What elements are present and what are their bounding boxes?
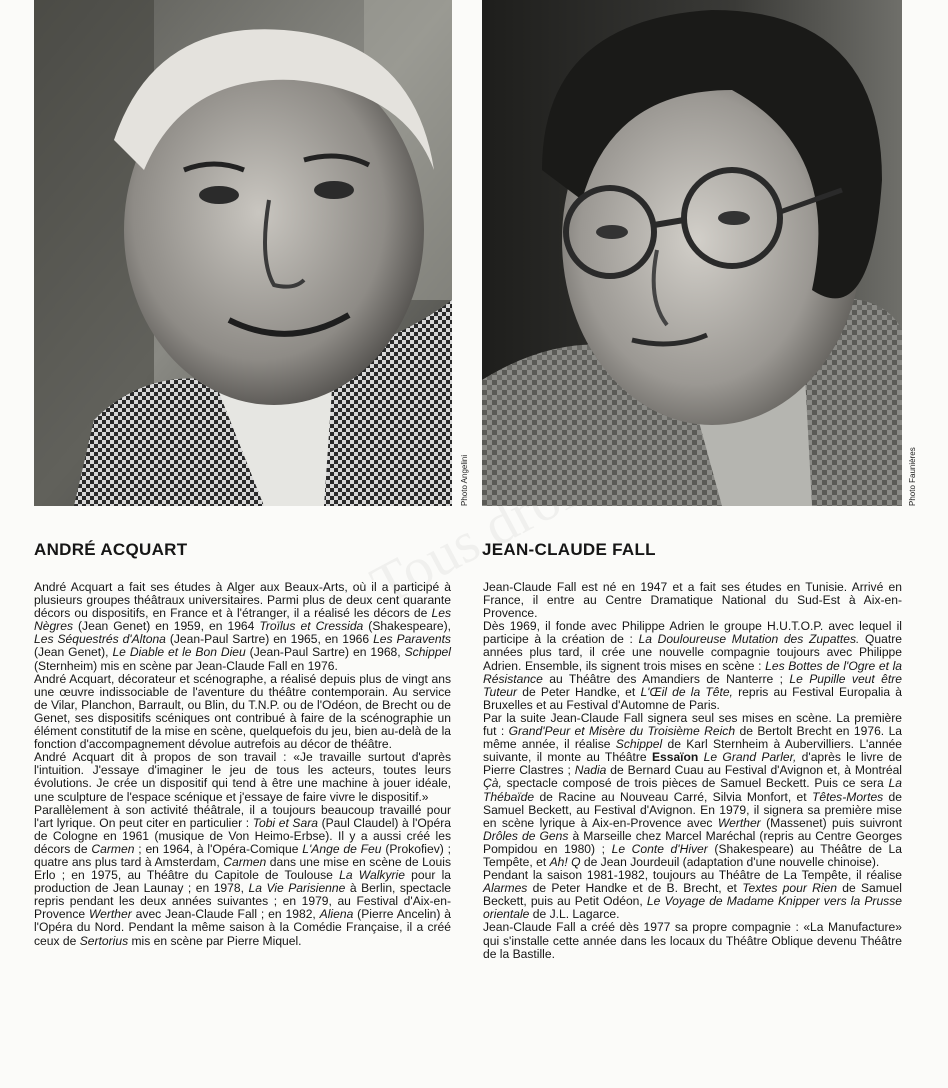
bio-paragraph: Dès 1969, il fonde avec Philippe Adrien le groupe H.U.T.O.P. avec lequel il participe à la création de : La Douloureuse Mutation des Zupattes. Quatre années plus tard, il crée une nouvelle compagnie toujours avec Philippe Adrien. Ensemble, ils signent trois mises en scène : Les Bottes de l'Ogre et la Résistance au Théâtre des Amandiers de Nanterre ; Le Pupille veut être Tuteur de Peter Handke, et L'Œil de la Tête, repris au Festival Europalia à Bruxelles et au Festival d'Automne de Paris. [483,619,902,712]
jean-claude-fall-photo [482,0,902,506]
portrait-right-illustration [482,0,902,506]
title-italic: Les Paravents [373,632,451,647]
title-italic: Le Voyage de Madame Knipper vers la Prusse orientale [483,894,902,922]
title-italic: Les Bottes de l'Ogre et la Résistance [483,658,902,686]
photo-credit-right: Photo Faunières [908,447,917,506]
title-italic: Alarmes [483,881,528,896]
bio-paragraph: Jean-Claude Fall a créé dès 1977 sa propre compagnie : «La Manufacture» qui s'installe cette année dans les locaux du Théâtre Oblique devenu Théâtre de la Bastille. [483,920,902,961]
title-italic: Çà, [483,776,502,791]
bio-paragraph: Jean-Claude Fall est né en 1947 et a fait ses études en Tunisie. Arrivé en France, il entre au Centre Dramatique National du Sud-Est à Aix-en-Provence. [483,580,902,621]
title-italic: Werther [717,815,761,830]
title-italic: Drôles de Gens [483,828,569,843]
text-bold: Essaïon [651,750,699,765]
title-italic: Tobi et Sara [252,815,318,830]
biography-andre-acquart [34,581,451,948]
title-italic: La Vie Parisienne [248,881,346,896]
title-italic: Textes pour Rien [742,881,837,896]
title-italic: Grand'Peur et Misère du Troisième Reich [508,724,736,739]
title-italic: Le Conte d'Hiver [611,841,708,856]
title-italic: Troïlus et Cressida [259,619,364,634]
title-italic: Sertorius [79,933,129,948]
bio-paragraph: Pendant la saison 1981-1982, toujours au Théâtre de La Tempête, il réalise Alarmes de Peter Handke et de B. Brecht, et Textes pour Rien de Samuel Beckett, puis au Petit Odéon, Le Voyage de Madame Knipper vers la Prusse orientale de J.L. Lagarce. [483,868,902,922]
title-italic: L'Ange de Feu [302,841,382,856]
bio-paragraph: Parallèlement à son activité théâtrale, il a toujours beaucoup travaillé pour l'art lyrique. On peut citer en particulier : Tobi et Sara (Paul Claudel) à l'Opéra de Cologne en 1961 (musique de Von Heimo-Erbse). Il y a aussi créé les décors de Carmen ; en 1964, à l'Opéra-Comique L'Ange de Feu (Prokofiev) ; quatre ans plus tard à Amsterdam, Carmen dans une mise en scène de Louis Erlo ; en 1975, au Théâtre du Capitole de Toulouse La Walkyrie pour la production de Jean Launay ; en 1978, La Vie Parisienne à Berlin, spectacle repris pendant les deux années suivantes ; en 1979, au Festival d'Aix-en-Provence Werther avec Jean-Claude Fall ; en 1982, Aliena (Pierre Ancelin) à l'Opéra du Nord. Pendant la même saison à la Comédie Française, il a créé ceux de Sertorius mis en scène par Pierre Miquel. [34,802,452,948]
title-italic: Werther [88,907,132,922]
title-italic: Ah! Q [549,854,581,869]
title-italic: La Thébaïde [483,776,902,804]
title-italic: La Douloureuse Mutation des Zupattes. [638,632,860,647]
bio-paragraph: André Acquart a fait ses études à Alger aux Beaux-Arts, où il a participé à plusieurs groupes théâtraux universitaires. Parmi plus de deux cent quarante décors ou dispositifs, en France et à l'étranger, il a réalisé les décors de Les Nègres (Jean Genet) en 1959, en 1964 Troïlus et Cressida (Shakespeare), Les Séquestrés d'Altona (Jean-Paul Sartre) en 1965, en 1966 Les Paravents (Jean Genet), Le Diable et le Bon Dieu (Jean-Paul Sartre) en 1968, Schippel (Sternheim) mis en scène par Jean-Claude Fall en 1976. [34,580,451,673]
title-italic: Carmen [223,854,267,869]
title-italic: Le Diable et le Bon Dieu [112,645,246,660]
portrait-left-illustration [34,0,452,506]
andre-acquart-photo [34,0,452,506]
title-italic: Les Séquestrés d'Altona [34,632,166,647]
photo-credit-left: Photo Angelini [460,454,469,506]
heading-andre-acquart: ANDRÉ ACQUART [34,540,188,559]
bio-paragraph: André Acquart dit à propos de son travail : «Je travaille surtout d'après l'intuition. J'essaye d'imaginer le jeu de tous les acteurs, toutes leurs évolutions. Je crée un dispositif qui tend à être une machine à jouer idéale, une sculpture de l'espace scénique et j'essaye de faire vivre le dispositif.» [34,750,451,804]
title-italic: Aliena [319,907,354,922]
title-italic: Schippel [404,645,451,660]
title-italic: Têtes-Mortes [811,789,884,804]
heading-jean-claude-fall: JEAN-CLAUDE FALL [482,540,656,559]
bio-paragraph: Par la suite Jean-Claude Fall signera seul ses mises en scène. La première fut : Grand'Peur et Misère du Troisième Reich de Bertolt Brecht en 1976. La même année, il réalise Schippel de Karl Sternheim à Aubervilliers. L'année suivante, il monte au Théâtre Essaïon Le Grand Parler, d'après le livre de Pierre Clastres ; Nadia de Bernard Cuau au Festival d'Avignon et, à Montréal Çà, spectacle composé de trois pièces de Samuel Beckett. Puis ce sera La Thébaïde de Racine au Nouveau Carré, Silvia Monfort, et Têtes-Mortes de Samuel Beckett, au Festival d'Avignon. En 1979, il signera sa première mise en scène lyrique à Aix-en-Provence avec Werther (Massenet) puis suivront Drôles de Gens à Marseille chez Marcel Maréchal (repris au Centre Georges Pompidou en 1980) ; Le Conte d'Hiver (Shakespeare) au Théâtre de La Tempête, et Ah! Q de Jean Jourdeuil (adaptation d'une nouvelle chinoise). [483,710,903,869]
bio-paragraph: André Acquart, décorateur et scénographe, a réalisé depuis plus de vingt ans une œuvre indissociable de l'aventure du théâtre contemporain. Au service de Vilar, Planchon, Barrault, ou Blin, du T.N.P. ou de l'Odéon, de Brecht ou de Genet, ses dispositifs scéniques ont contribué à faire de la scénographie un élément constitutif de la mise en scène, quelquefois du jeu, bien au-delà de la fonction d'accompagnement dévolue autrefois au décor de théâtre. [34,671,451,752]
title-italic: Les Nègres [34,606,451,634]
title-italic: Le Grand Parler, [703,750,797,765]
title-italic: La Walkyrie [339,868,405,883]
title-italic: Le Pupille veut être Tuteur [483,671,902,699]
title-italic: Carmen [91,841,135,856]
title-italic: Nadia [574,763,607,778]
title-italic: L'Œil de la Tête, [640,684,733,699]
biography-jean-claude-fall [483,581,902,961]
title-italic: Schippel [615,737,663,752]
